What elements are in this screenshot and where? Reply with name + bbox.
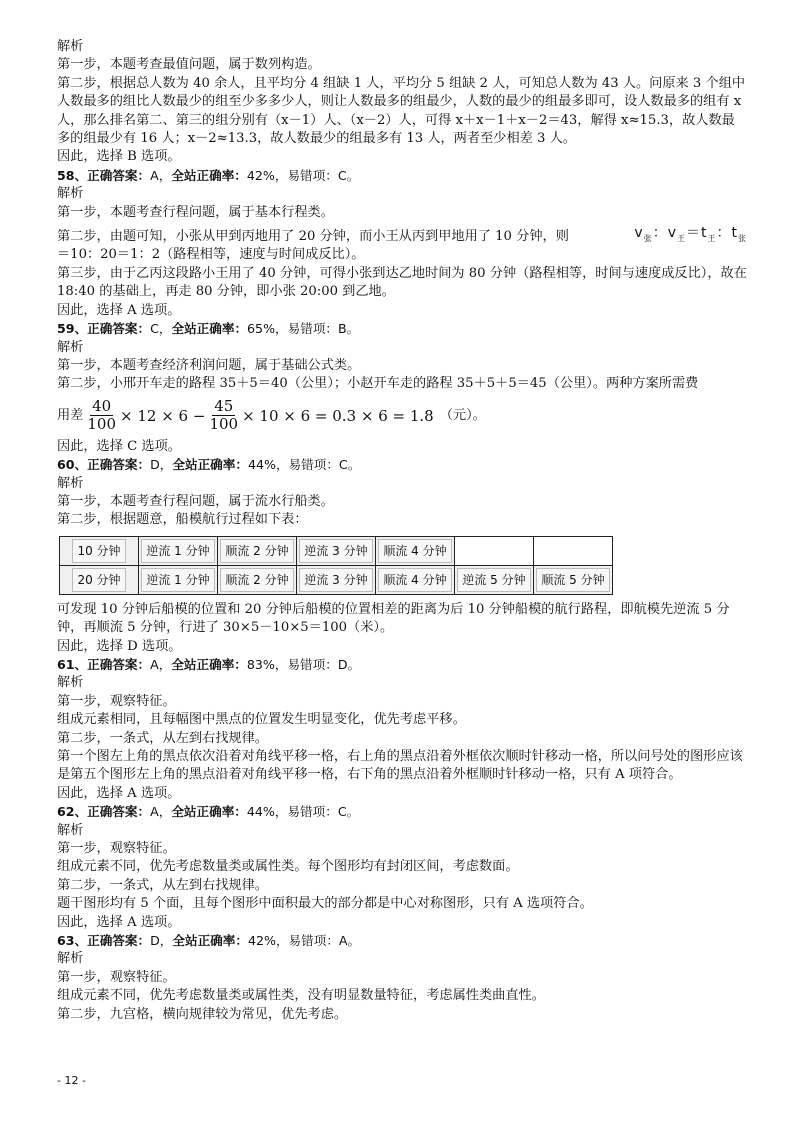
ratio-line — [57, 225, 747, 246]
step-text: 第一步，本题考查行程问题，属于流水行船类。 — [57, 493, 334, 509]
step-text: 组成元素相同，且每幅图中黑点的位置发生明显变化，优先考虑平移。 — [57, 712, 466, 728]
rate-value: 42%，易错项：A。 — [247, 933, 361, 949]
conclusion-text: 因此，选择 C 选项。 — [57, 438, 181, 454]
answer-line-60 — [57, 456, 747, 474]
rate-value: 83%，易错项：D。 — [246, 656, 361, 672]
step-text: 第一步，本题考查行程问题，属于基本行程类。 — [57, 204, 334, 220]
solution-63-block — [57, 950, 747, 1024]
cost-difference-formula — [57, 394, 747, 438]
answer-label: 58、正确答案： — [57, 167, 151, 183]
rate-value: 65%，易错项：B。 — [247, 321, 360, 337]
table-cell: 顺流 4 分钟 — [376, 536, 455, 565]
table-cell: 逆流 5 分钟 — [455, 565, 534, 594]
table-cell: 顺流 2 分钟 — [218, 536, 297, 565]
table-cell: 逆流 3 分钟 — [297, 536, 376, 565]
step-text: 第二步，根据总人数为 40 余人，且平均分 4 组缺 1 人，平均分 5 组缺 2 人，可知总人数为 43 人。问原来 3 个组中人数最多的组比人数最少的组至少多多少人，则让人数最多的组最少，人数的最少的组最多即可，设人数最多的组有 x 人，那么排名第二、第三的组分别有（x－1）人、（x－2）人，可得 x＋x－1＋x－2＝43，解得 x≈15.3，故人数最多的组最少有 16 人；x－2≈13.3，故人数最少的组最多有 13 人，两者至少相差 3 人。 — [57, 75, 746, 147]
table-cell-empty — [455, 536, 534, 565]
conclusion-text: 因此，选择 B 选项。 — [57, 149, 181, 165]
step-text: 第一步，本题考查最值问题，属于数列构造。 — [57, 57, 321, 73]
table-cell: 10 分钟 — [60, 536, 139, 565]
answer-label: 62、正确答案： — [57, 804, 151, 820]
step-text: 第二步，一条式，从左到右找规律。 — [57, 730, 268, 746]
step-text: 第一步，观察特征。 — [57, 969, 176, 985]
conclusion-text: 因此，选择 A 选项。 — [57, 914, 181, 930]
step-text: 可发现 10 分钟后船模的位置和 20 分钟后船模的位置相差的距离为后 10 分钟船模的航行路程，即航模先逆流 5 分钟，再顺流 5 分钟，行进了 30×5－10×5＝100（米）。 — [57, 601, 730, 636]
rate-label: 全站正确率： — [171, 167, 247, 183]
analysis-heading: 解析 — [57, 951, 84, 967]
analysis-heading: 解析 — [57, 39, 84, 54]
analysis-heading: 解析 — [57, 475, 84, 491]
table-cell: 逆流 1 分钟 — [139, 536, 218, 565]
answer-label: 60、正确答案： — [57, 457, 151, 473]
answer-value: A， — [150, 656, 172, 672]
answer-value: C， — [150, 321, 172, 337]
answer-value: D， — [150, 933, 173, 949]
analysis-heading: 解析 — [57, 339, 84, 355]
conclusion-text: 因此，选择 A 选项。 — [57, 785, 181, 801]
solution-62-block — [57, 822, 747, 932]
solution-60-block — [57, 475, 747, 656]
analysis-heading: 解析 — [57, 186, 84, 202]
answer-label: 59、正确答案： — [57, 321, 151, 337]
page-number: - 12 - — [57, 1074, 86, 1087]
conclusion-text: 因此，选择 D 选项。 — [57, 638, 182, 654]
table-cell: 顺流 5 分钟 — [534, 565, 613, 594]
rate-value: 44%，易错项：C。 — [246, 804, 360, 820]
step-text: 第一个图左上角的黑点依次沿着对角线平移一格，右上角的黑点沿着外框依次顺时针移动一格，所以问号处的图形应该是第五个图形左上角的黑点沿着对角线平移一格，右下角的黑点沿着外框顺时针移动一格，只有 A 项符合。 — [57, 749, 743, 783]
step-text: 组成元素不同，优先考虑数量类或属性类。每个图形均有封闭区间，考虑数面。 — [57, 859, 519, 875]
answer-line-62 — [57, 803, 747, 821]
answer-line-59 — [57, 320, 747, 338]
table-cell: 顺流 2 分钟 — [218, 565, 297, 594]
answer-line-61 — [57, 656, 747, 674]
rate-label: 全站正确率： — [172, 933, 248, 949]
answer-label: 63、正确答案： — [57, 933, 151, 949]
table-row — [60, 536, 613, 565]
conclusion-text: 因此，选择 A 选项。 — [57, 302, 181, 318]
fraction-2: $\frac{45}{100}$ — [209, 397, 239, 434]
boat-route-table — [59, 536, 613, 595]
rate-value: 44%，易错项：C。 — [247, 457, 361, 473]
answer-line-63 — [57, 932, 747, 950]
step-text: 第一步，观察特征。 — [57, 693, 176, 709]
step-text: 第二步，一条式，从左到右找规律。 — [57, 877, 268, 893]
step-text: 第一步，观察特征。 — [57, 841, 176, 857]
document-body — [57, 38, 747, 1024]
answer-value: A， — [150, 804, 172, 820]
rate-value: 42%，易错项：C。 — [246, 167, 360, 183]
step-text: 题干图形均有 5 个面，且每个图形中面积最大的部分都是中心对称图形，只有 A 选项符合。 — [57, 896, 593, 912]
table-row — [60, 565, 613, 594]
solution-57-block — [57, 38, 747, 167]
formula-prefix: 用差 — [57, 407, 84, 423]
speed-time-ratio-formula: $v_张$：$v_王=t_王$：$t_张$ — [634, 225, 747, 243]
solution-61-block — [57, 674, 747, 803]
table-cell: 20 分钟 — [60, 565, 139, 594]
solution-58-block — [57, 185, 747, 320]
solution-59-block — [57, 339, 747, 457]
ratio-text: 第二步，由题可知，小张从甲到丙地用了 20 分钟，而小王从丙到甲地用了 10 分钟，则 — [57, 229, 569, 245]
fraction-1: $\frac{40}{100}$ — [87, 397, 117, 434]
step-text: ＝10：20＝1：2（路程相等，速度与时间成反比）。 — [57, 247, 365, 263]
rate-label: 全站正确率： — [172, 457, 248, 473]
step-text: 第二步，根据题意，船模航行过程如下表： — [57, 512, 308, 528]
formula-middle: × 12 × 6 − — [120, 406, 206, 425]
analysis-heading: 解析 — [57, 822, 84, 838]
step-text: 第三步，由于乙丙这段路小王用了 40 分钟，可得小张到达乙地时间为 80 分钟（路程相等，时间与速度成反比），故在 18:40 的基础上，再走 80 分钟，即小张 20:00 到乙地。 — [57, 265, 747, 300]
answer-value: A， — [150, 167, 172, 183]
step-text: 第二步，小邢开车走的路程 35＋5＝40（公里）；小赵开车走的路程 35＋5＋5＝45（公里）。两种方案所需费 — [57, 376, 699, 392]
rate-label: 全站正确率： — [171, 804, 247, 820]
rate-label: 全站正确率： — [171, 656, 247, 672]
formula-unit: （元）。 — [439, 407, 486, 423]
step-text: 第二步，九宫格，横向规律较为常见，优先考虑。 — [57, 1006, 348, 1022]
step-text: 组成元素不同，优先考虑数量类或属性类，没有明显数量特征，考虑属性类曲直性。 — [57, 988, 545, 1004]
table-cell: 逆流 1 分钟 — [139, 565, 218, 594]
analysis-heading: 解析 — [57, 675, 84, 691]
table-cell: 顺流 4 分钟 — [376, 565, 455, 594]
answer-value: D， — [150, 457, 173, 473]
answer-label: 61、正确答案： — [57, 656, 151, 672]
answer-line-58 — [57, 167, 747, 185]
table-cell: 逆流 3 分钟 — [297, 565, 376, 594]
table-cell-empty — [534, 536, 613, 565]
formula-result: × 10 × 6 = 0.3 × 6 = 1.8 — [242, 406, 434, 425]
step-text: 第一步，本题考查经济利润问题，属于基础公式类。 — [57, 357, 361, 373]
rate-label: 全站正确率： — [171, 321, 248, 337]
